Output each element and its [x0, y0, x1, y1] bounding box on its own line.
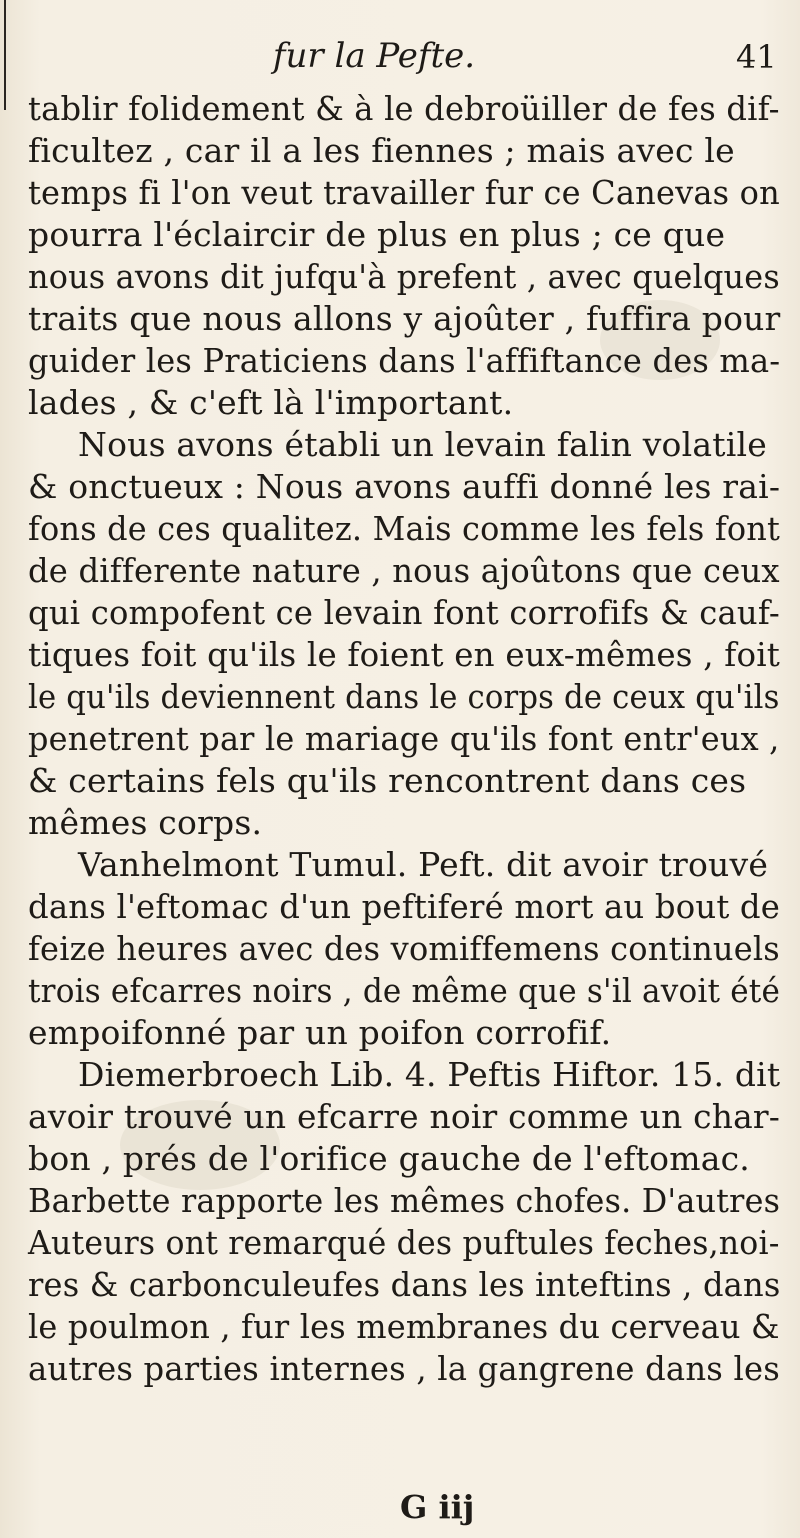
- text-line: feize heures avec des vomiffemens continuels: [28, 929, 780, 968]
- text-line: temps fi l'on veut travailler fur ce Canevas on: [28, 173, 780, 212]
- text-line: pourra l'éclaircir de plus en plus ; ce que: [28, 215, 726, 254]
- text-line: trois efcarres noirs , de même que s'il avoit été: [28, 971, 781, 1010]
- text-line: res & carbonculeufes dans les inteftins , dans: [28, 1265, 781, 1304]
- text-line: & certains fels qu'ils rencontrent dans ces: [28, 761, 747, 800]
- page-header: [0, 36, 800, 86]
- text-line: penetrent par le mariage qu'ils font entr'eux ,: [28, 719, 780, 758]
- text-line: avoir trouvé un efcarre noir comme un char-: [28, 1097, 781, 1136]
- text-line: & onctueux : Nous avons auffi donné les rai-: [28, 467, 781, 506]
- text-line: bon , prés de l'orifice gauche de l'eftomac.: [28, 1139, 750, 1178]
- text-line: traits que nous allons y ajoûter , fuffira pour: [28, 299, 781, 338]
- text-line: guider les Praticiens dans l'affiftance des ma-: [28, 341, 781, 380]
- text-line: empoifonné par un poifon corrofif.: [28, 1013, 612, 1052]
- text-line: le poulmon , fur les membranes du cerveau &: [28, 1307, 780, 1346]
- text-line: Auteurs ont remarqué des puftules feches,noi-: [28, 1223, 780, 1262]
- running-head: fur la Pefte.: [272, 36, 476, 76]
- text-line: ficultez , car il a les fiennes ; mais avec le: [28, 131, 735, 170]
- text-line: Barbette rapporte les mêmes chofes. D'autres: [28, 1181, 781, 1220]
- paragraph-start-line: Diemerbroech Lib. 4. Peftis Hiftor. 15. dit: [78, 1055, 781, 1094]
- text-line: dans l'eftomac d'un peftiferé mort au bout de: [28, 887, 781, 926]
- text-line: mêmes corps.: [28, 803, 263, 842]
- text-line: le qu'ils deviennent dans le corps de ceux qu'ils: [28, 677, 780, 716]
- text-line: tablir folidement & à le debroüiller de fes dif-: [28, 89, 780, 128]
- paragraph-start-line: Vanhelmont Tumul. Peft. dit avoir trouvé: [78, 845, 769, 884]
- text-line: nous avons dit jufqu'à prefent , avec quelques: [28, 257, 780, 296]
- text-line: lades , & c'eft là l'important.: [28, 383, 514, 422]
- text-line: fons de ces qualitez. Mais comme les fels font: [28, 509, 781, 548]
- text-line: tiques foit qu'ils le foient en eux-mêmes , foit: [28, 635, 781, 674]
- page-number: 41: [736, 38, 777, 76]
- paragraph-start-line: Nous avons établi un levain falin volatile: [78, 425, 767, 464]
- text-line: autres parties internes , la gangrene dans les: [28, 1349, 780, 1388]
- text-line: de differente nature , nous ajoûtons que ceux: [28, 551, 780, 590]
- text-line: qui compofent ce levain font corrofifs & cauf-: [28, 593, 780, 632]
- signature-mark: G iij: [400, 1488, 475, 1526]
